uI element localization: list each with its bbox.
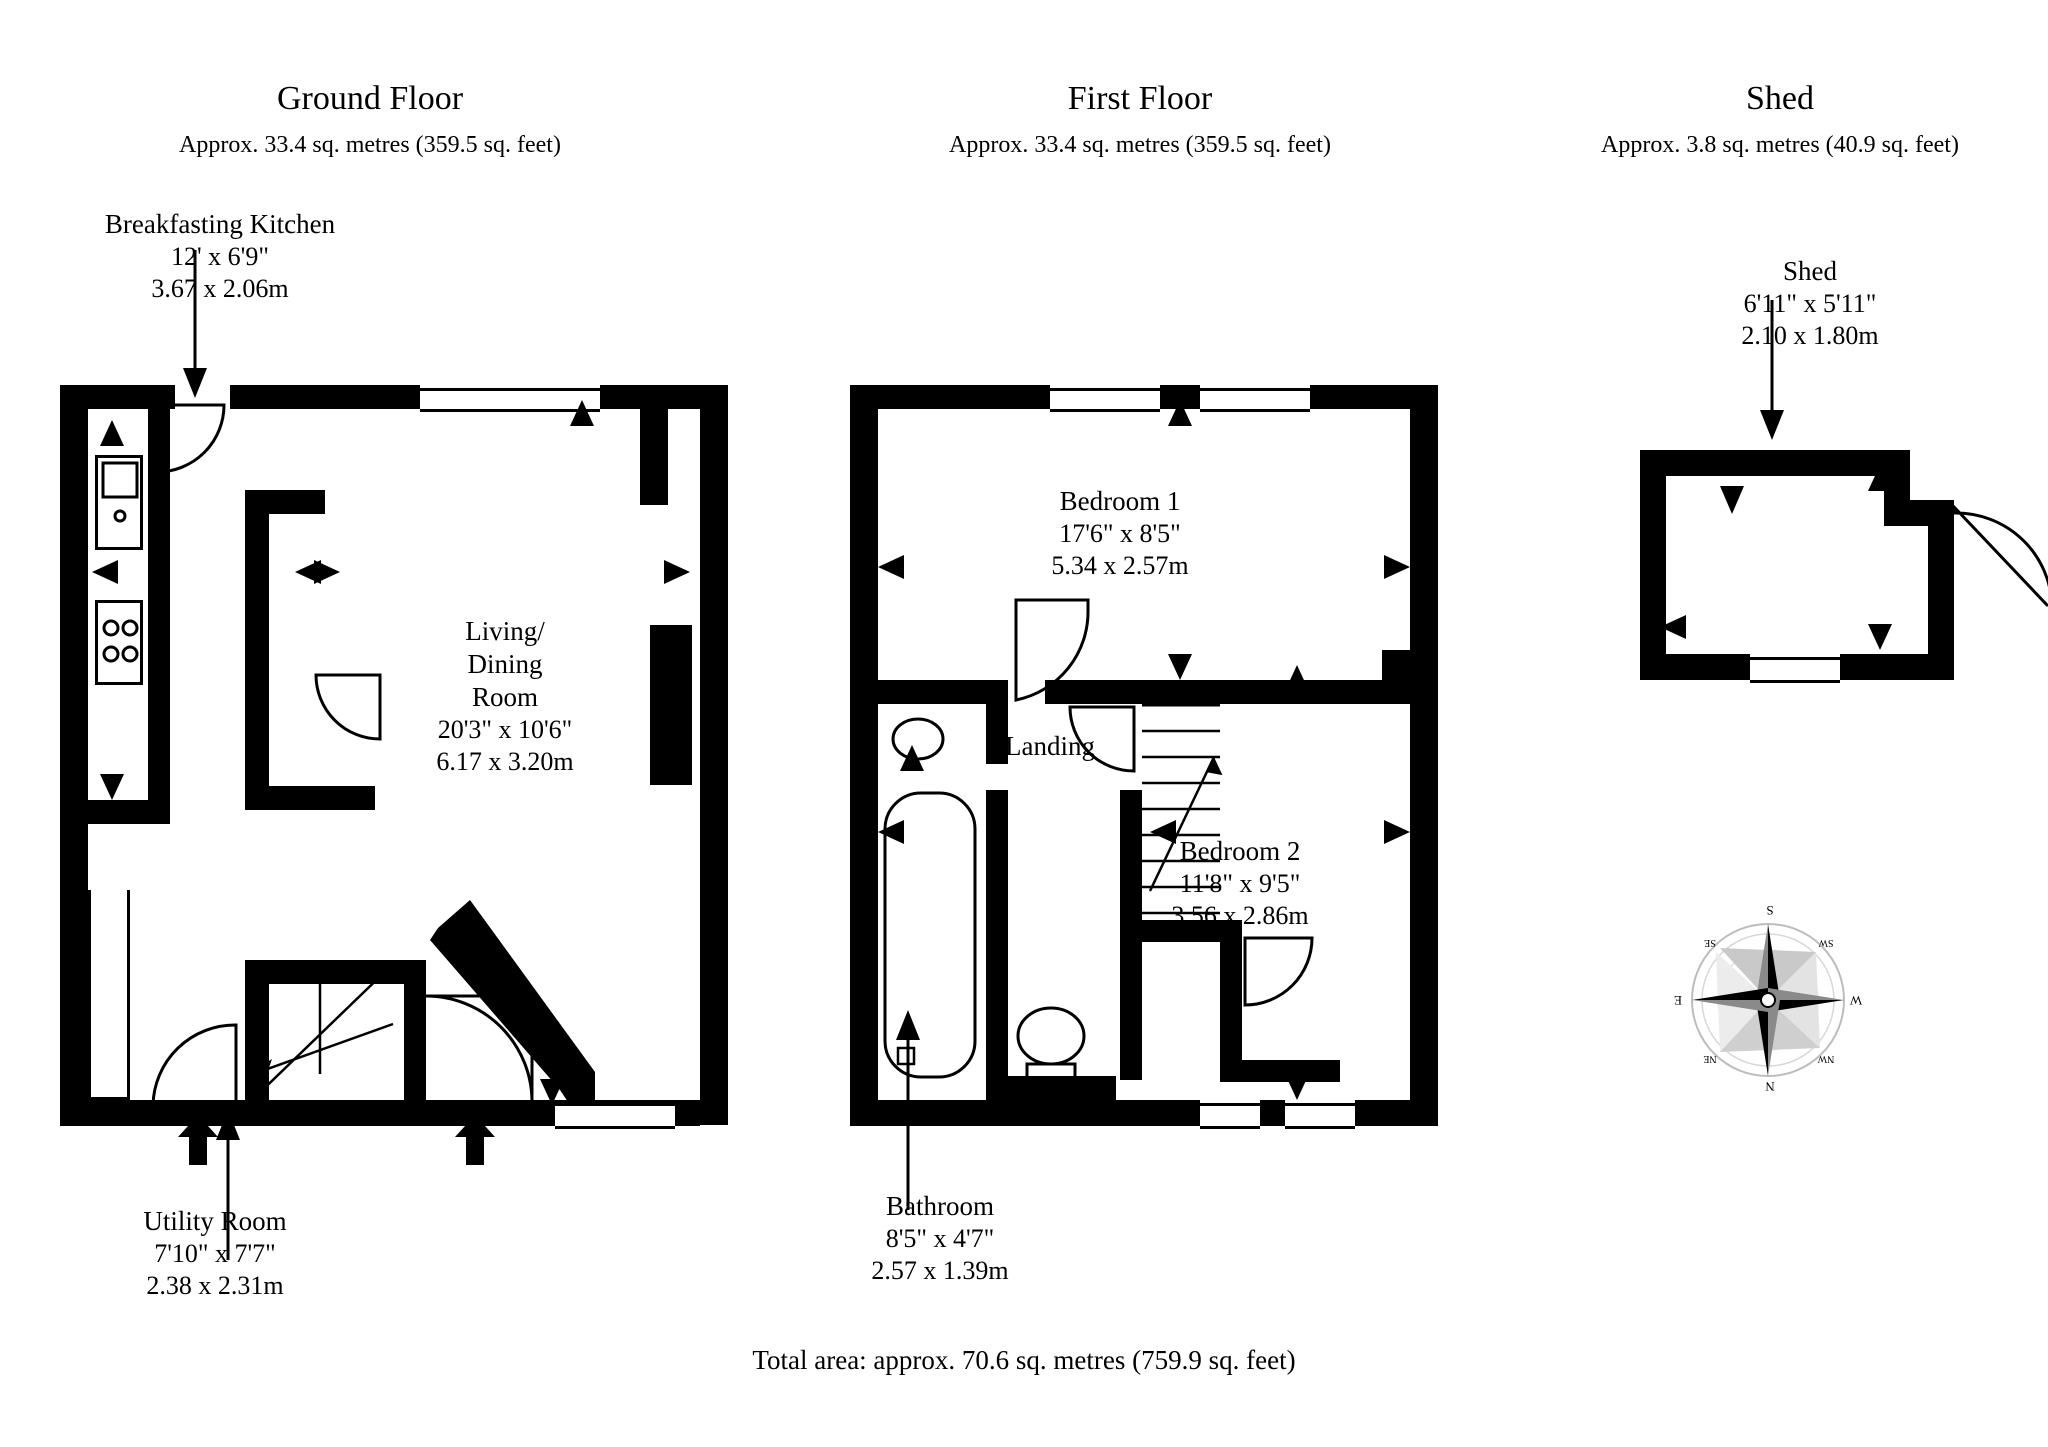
svg-text:SW: SW bbox=[1818, 937, 1834, 948]
shed-dim-down bbox=[1720, 470, 1744, 514]
ff-dim-bed2-up bbox=[1285, 665, 1309, 705]
ground-floor-plan bbox=[0, 0, 760, 1200]
door-utility-side bbox=[150, 1025, 255, 1115]
sink-detail bbox=[100, 460, 140, 546]
room-label-bathroom bbox=[760, 1190, 1120, 1286]
shed-window-bottom bbox=[1750, 657, 1840, 683]
dim-arrow-kitchen-left bbox=[92, 560, 132, 584]
entry-arrow-main bbox=[455, 1115, 495, 1165]
ff-wall-left bbox=[850, 385, 878, 1125]
ground-floor-title: Ground Floor bbox=[276, 80, 464, 117]
kitchen-imperial: 12' x 6'9" bbox=[171, 241, 269, 271]
wall-kitchen-bottom bbox=[60, 800, 170, 824]
shed-wall-right bbox=[1928, 500, 1954, 680]
toilet-fixture bbox=[1012, 1000, 1090, 1096]
svg-text:S: S bbox=[1766, 903, 1774, 918]
dim-arrow-living-down bbox=[540, 1065, 564, 1105]
shed-imperial: 6'11" x 5'11" bbox=[1743, 288, 1877, 318]
ff-dim-bath-up bbox=[900, 745, 924, 785]
utility-metric: 2.38 x 2.31m bbox=[146, 1270, 284, 1300]
shed-area: Approx. 3.8 sq. metres (40.9 sq. feet) bbox=[1601, 132, 1959, 158]
svg-text:NW: NW bbox=[1817, 1053, 1835, 1064]
living-name-line2: Dining bbox=[467, 648, 543, 679]
dim-arrow-kitchen-up bbox=[100, 420, 124, 460]
leader-bathroom bbox=[893, 1010, 923, 1210]
shed-wall-left bbox=[1640, 450, 1666, 680]
ff-dim-bed1-right bbox=[1370, 555, 1410, 579]
room-label-landing bbox=[940, 730, 1160, 763]
ff-dim-bath-left bbox=[878, 820, 918, 844]
bed2-imperial: 11'8" x 9'5" bbox=[1179, 868, 1301, 898]
dim-arrow-hall-right bbox=[300, 560, 340, 584]
ff-dim-bed1-left bbox=[878, 555, 918, 579]
room-label-bed1 bbox=[930, 485, 1310, 581]
room-label-bed2 bbox=[1050, 835, 1430, 931]
room-label-utility bbox=[45, 1205, 385, 1301]
ff-wall-bed1-corner bbox=[1382, 650, 1438, 680]
ff-dim-bed2-down bbox=[1285, 1060, 1309, 1100]
shed-dim-down2 bbox=[1868, 610, 1892, 650]
living-name-line3: Room bbox=[471, 681, 538, 712]
svg-text:N: N bbox=[1765, 1079, 1775, 1094]
wall-top-right-stub bbox=[600, 385, 640, 409]
bed2-name: Bedroom 2 bbox=[1179, 836, 1301, 866]
ff-wall-stair-right bbox=[1220, 920, 1242, 1080]
door-kitchen-entry bbox=[152, 400, 262, 510]
utility-worktop bbox=[88, 890, 130, 1100]
room-label-kitchen bbox=[0, 208, 440, 304]
bed1-name: Bedroom 1 bbox=[1059, 486, 1181, 516]
svg-text:W: W bbox=[1849, 993, 1863, 1008]
entry-arrow-utility bbox=[178, 1115, 218, 1165]
ff-door-landing bbox=[1008, 704, 1138, 834]
total-area-text: Total area: approx. 70.6 sq. metres (759.9 sq. feet) bbox=[752, 1345, 1296, 1375]
shed-wall-bottom-right bbox=[1840, 654, 1954, 680]
shed-door-swing bbox=[1952, 505, 2048, 615]
dim-arrow-living-up bbox=[570, 400, 594, 440]
ff-dim-bed1-down bbox=[1168, 640, 1192, 680]
ff-wall-right bbox=[1410, 385, 1438, 1125]
kitchen-metric: 3.67 x 2.06m bbox=[151, 273, 289, 303]
shed-dim-left bbox=[1660, 615, 1700, 639]
first-floor-area: Approx. 33.4 sq. metres (359.5 sq. feet) bbox=[949, 132, 1331, 158]
utility-name: Utility Room bbox=[143, 1206, 287, 1236]
bath-name: Bathroom bbox=[886, 1191, 994, 1221]
bed2-metric: 3.56 x 2.86m bbox=[1171, 900, 1309, 930]
ff-wall-bath-top bbox=[878, 680, 1008, 704]
door-rear-entry bbox=[420, 990, 540, 1115]
ff-wall-bottom-seg bbox=[1260, 1100, 1285, 1126]
bath-imperial: 8'5" x 4'7" bbox=[885, 1223, 995, 1253]
room-label-shed bbox=[1620, 255, 2000, 351]
hob-rings bbox=[99, 606, 141, 680]
wall-left-outer bbox=[60, 385, 88, 1125]
bath-metric: 2.57 x 1.39m bbox=[871, 1255, 1009, 1285]
ff-wall-bottom-right bbox=[1355, 1100, 1438, 1126]
ff-window-top-1 bbox=[1050, 388, 1160, 412]
ff-window-top-2 bbox=[1200, 388, 1310, 412]
shed-name: Shed bbox=[1783, 256, 1837, 286]
living-name-line1: Living/ bbox=[465, 616, 545, 646]
first-floor-title: First Floor bbox=[1067, 80, 1213, 117]
shed-title: Shed bbox=[1746, 80, 1814, 117]
ff-door-bed2 bbox=[1242, 935, 1362, 1065]
bed1-imperial: 17'6" x 8'5" bbox=[1059, 518, 1181, 548]
svg-text:E: E bbox=[1674, 993, 1682, 1008]
utility-imperial: 7'10" x 7'7" bbox=[154, 1238, 276, 1268]
bed1-metric: 5.34 x 2.57m bbox=[1051, 550, 1189, 580]
staircase-ground bbox=[248, 964, 408, 1109]
kitchen-name: Breakfasting Kitchen bbox=[104, 209, 336, 239]
svg-text:NE: NE bbox=[1703, 1053, 1717, 1064]
shed-metric: 2.10 x 1.80m bbox=[1741, 320, 1879, 350]
compass-rose bbox=[1668, 900, 1868, 1100]
ground-floor-area: Approx. 33.4 sq. metres (359.5 sq. feet) bbox=[179, 132, 561, 158]
wall-right-outer bbox=[700, 385, 728, 1125]
ff-dim-bed1-up bbox=[1168, 400, 1192, 440]
ff-wall-top-left bbox=[850, 385, 1050, 409]
living-metric: 6.17 x 3.20m bbox=[436, 746, 574, 776]
living-imperial: 20'3" x 10'6" bbox=[437, 714, 573, 744]
room-label-living bbox=[355, 615, 655, 777]
ff-window-bottom-1 bbox=[1200, 1103, 1260, 1129]
landing-name: Landing bbox=[1005, 731, 1095, 761]
dim-arrow-kitchen-down bbox=[100, 760, 124, 800]
svg-text:SE: SE bbox=[1704, 937, 1716, 948]
shed-wall-bottom-left bbox=[1640, 654, 1750, 680]
ff-wall-bed-divider bbox=[1145, 680, 1410, 704]
wall-top-left-stub bbox=[60, 385, 150, 409]
shed-dim-up bbox=[1868, 465, 1892, 505]
dim-arrow-living-right bbox=[650, 560, 690, 584]
ff-window-bottom-2 bbox=[1285, 1103, 1355, 1129]
wall-living-right-thick bbox=[650, 625, 692, 785]
